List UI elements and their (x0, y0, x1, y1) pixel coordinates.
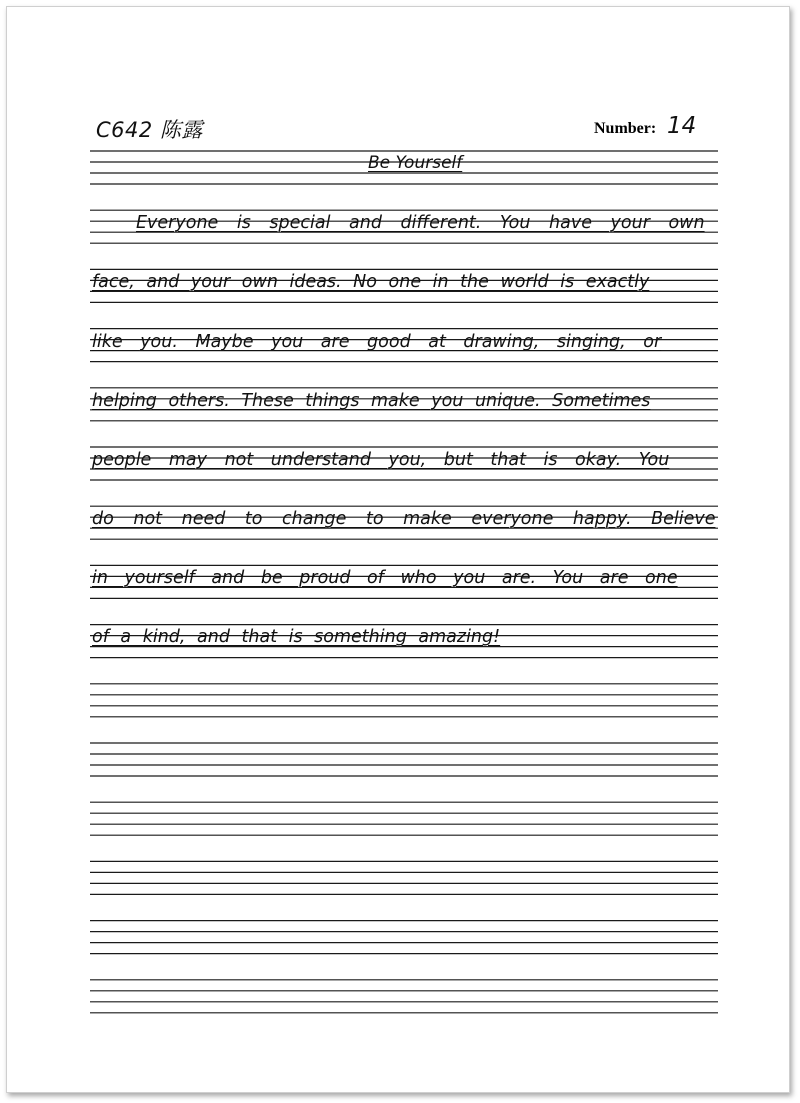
essay-line: Everyone is special and different. You have your own (136, 213, 705, 233)
student-id: C642 陈露 (96, 118, 203, 142)
essay-line: face, and your own ideas. No one in the world is exactly (92, 272, 650, 292)
essay-line: of a kind, and that is something amazing! (92, 627, 501, 647)
number-value: 14 (667, 113, 697, 139)
essay-line: helping others. These things make you unique. Sometimes (92, 391, 651, 411)
essay-line: in yourself and be proud of who you are. You are one (92, 568, 678, 588)
essay-line: do not need to change to make everyone happy. Believe (92, 509, 716, 529)
essay-line: people may not understand you, but that is okay. You (92, 450, 670, 470)
number-label: Number: (594, 120, 657, 137)
essay-title: Be Yourself (368, 153, 463, 173)
essay-line: like you. Maybe you are good at drawing, singing, or (92, 332, 662, 352)
